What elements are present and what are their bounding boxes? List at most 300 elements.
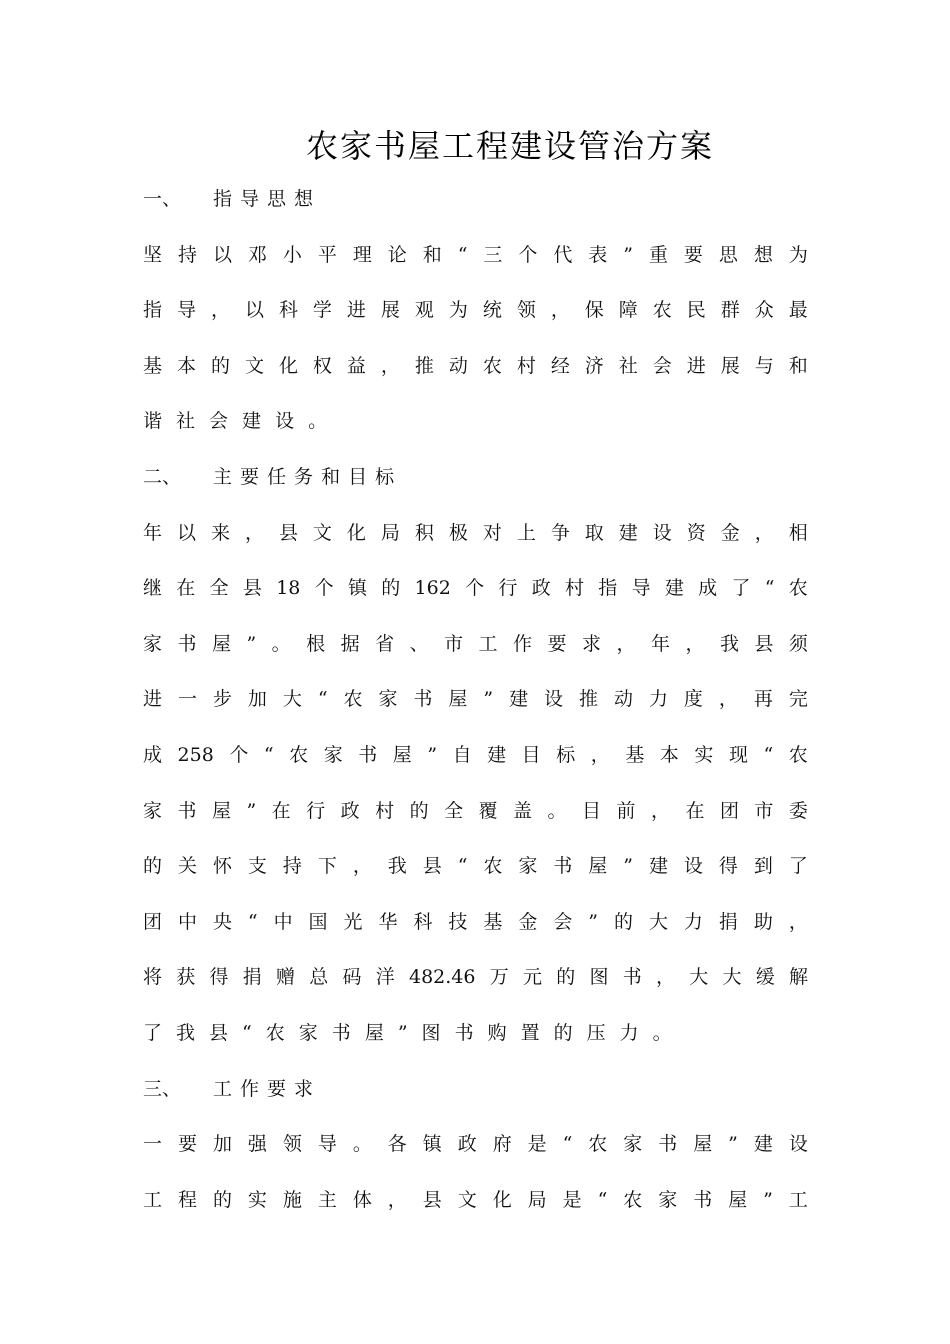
text-char: 大 <box>689 966 709 989</box>
text-char: 本 <box>659 743 679 766</box>
text-char: 农 <box>788 577 808 600</box>
text-char: 书 <box>358 743 378 766</box>
text-char: ， <box>380 354 400 377</box>
text-char: 施 <box>282 1188 302 1211</box>
text-char: 对 <box>482 521 502 544</box>
text-char: 经 <box>550 354 570 377</box>
text-char: 捐 <box>242 966 262 989</box>
body-line <box>143 506 808 562</box>
text-char: 将 <box>143 966 163 989</box>
text-char: 理 <box>352 243 372 266</box>
text-char: 设 <box>683 855 703 878</box>
text-char: 观 <box>414 299 434 322</box>
section-heading <box>143 1062 808 1118</box>
text-char: 镇 <box>347 577 367 600</box>
text-char: ， <box>788 910 808 933</box>
text-char: 基 <box>143 354 163 377</box>
text-char: “ <box>457 243 468 266</box>
text-char: 一 <box>143 1133 163 1156</box>
text-char: ， <box>718 688 738 711</box>
text-char: 本 <box>176 354 196 377</box>
text-char: 的 <box>143 855 163 878</box>
number-token: 258 <box>177 743 214 766</box>
text-char: 思 <box>718 243 738 266</box>
text-char: 国 <box>308 910 328 933</box>
text-char: ， <box>685 632 705 655</box>
text-char: 了 <box>731 577 751 600</box>
text-char: 助 <box>753 910 773 933</box>
text-char: 标 <box>556 743 576 766</box>
text-char: 金 <box>518 910 538 933</box>
text-char: 缓 <box>755 966 775 989</box>
text-char: ” <box>623 243 633 266</box>
text-char: 导 <box>176 299 196 322</box>
text-char: 工 <box>143 1188 163 1211</box>
text-char: 赠 <box>276 966 296 989</box>
text-char: 须 <box>788 632 808 655</box>
body-line <box>143 1117 808 1173</box>
text-char: 力 <box>619 1021 639 1044</box>
text-char: 争 <box>550 521 570 544</box>
text-char: 领 <box>516 299 536 322</box>
text-char: 在 <box>176 577 196 600</box>
text-char: 大 <box>282 688 302 711</box>
text-char: 极 <box>448 521 468 544</box>
text-char: 统 <box>482 299 502 322</box>
text-char: 书 <box>413 688 433 711</box>
text-char: 支 <box>247 855 267 878</box>
body-line <box>143 283 808 339</box>
text-char: 工 <box>788 1188 808 1211</box>
text-char: 为 <box>448 299 468 322</box>
body-line <box>143 339 808 395</box>
text-char: 行 <box>498 577 518 600</box>
text-char: 家 <box>143 632 163 655</box>
text-char: 农 <box>483 855 503 878</box>
text-char: 了 <box>143 1021 163 1044</box>
text-char: 要 <box>240 465 260 488</box>
text-char: 怀 <box>212 855 232 878</box>
text-char: 科 <box>413 910 433 933</box>
text-char: 会 <box>553 910 573 933</box>
text-char: 导 <box>317 1133 337 1156</box>
text-char: 社 <box>176 410 196 433</box>
number-token: 162 <box>414 577 451 600</box>
text-char: ” <box>623 855 633 878</box>
text-char: 与 <box>754 354 774 377</box>
text-char: 的 <box>212 1188 232 1211</box>
document-body <box>143 172 808 1228</box>
text-char: 了 <box>788 855 808 878</box>
text-char: 成 <box>143 743 163 766</box>
text-char: 完 <box>788 688 808 711</box>
text-char: 的 <box>613 910 633 933</box>
text-char: 程 <box>177 1188 197 1211</box>
text-char: 务 <box>294 465 314 488</box>
text-char: ” <box>588 910 599 933</box>
text-char: 目 <box>348 465 368 488</box>
text-char: 指 <box>143 299 163 322</box>
text-char: 光 <box>343 910 363 933</box>
text-char: 农 <box>482 354 502 377</box>
text-char: 农 <box>588 1133 608 1156</box>
body-line <box>143 895 808 951</box>
text-char: 县 <box>422 1188 442 1211</box>
text-char: 农 <box>343 688 363 711</box>
text-char: 济 <box>584 354 604 377</box>
text-char: 要 <box>177 1133 197 1156</box>
text-char: 取 <box>584 521 604 544</box>
text-char: 大 <box>648 910 668 933</box>
text-char: 农 <box>652 299 672 322</box>
text-char: ， <box>387 1188 407 1211</box>
text-char: 我 <box>176 1021 196 1044</box>
body-line <box>143 672 808 728</box>
body-line <box>143 617 808 673</box>
text-char: “ <box>597 1188 608 1211</box>
text-char: 设 <box>544 688 564 711</box>
text-char: 度 <box>683 688 703 711</box>
text-char: 书 <box>177 799 197 822</box>
text-char: 县 <box>209 1021 229 1044</box>
text-char: “ <box>763 743 774 766</box>
text-char: 家 <box>323 743 343 766</box>
text-char: 和 <box>422 243 442 266</box>
text-char: 屋 <box>588 855 608 878</box>
text-char: 中 <box>273 910 293 933</box>
text-char: 主 <box>317 1188 337 1211</box>
text-char: ” <box>246 632 257 655</box>
text-char: 设 <box>652 521 672 544</box>
text-char: 我 <box>719 632 739 655</box>
text-char: 动 <box>613 688 633 711</box>
text-char: 书 <box>693 1188 713 1211</box>
text-char: 建 <box>664 577 684 600</box>
text-char: 书 <box>177 632 197 655</box>
text-char: 来 <box>210 521 230 544</box>
text-char: 进 <box>686 354 706 377</box>
text-char: 书 <box>454 1021 474 1044</box>
text-char: 个 <box>518 243 538 266</box>
body-line <box>143 728 808 784</box>
text-char: 展 <box>380 299 400 322</box>
text-char: 屋 <box>392 743 412 766</box>
text-char: 标 <box>375 465 395 488</box>
text-char: 社 <box>618 354 638 377</box>
text-char: 建 <box>618 521 638 544</box>
text-char: 表 <box>588 243 608 266</box>
text-char: 码 <box>342 966 362 989</box>
text-char: 金 <box>720 521 740 544</box>
body-line <box>143 394 808 450</box>
text-char: 市 <box>754 799 774 822</box>
text-char: 建 <box>487 743 507 766</box>
text-char: 以 <box>212 243 232 266</box>
text-char: 政 <box>457 1133 477 1156</box>
section-heading <box>143 450 808 506</box>
text-char: 基 <box>483 910 503 933</box>
text-char: 农 <box>265 1021 285 1044</box>
text-char: 屋 <box>448 688 468 711</box>
text-char: ， <box>210 299 230 322</box>
text-char: 导 <box>631 577 651 600</box>
text-char: 自 <box>452 743 472 766</box>
text-char: “ <box>457 855 468 878</box>
text-char: 会 <box>652 354 672 377</box>
text-char: 解 <box>788 966 808 989</box>
text-char: 家 <box>658 1188 678 1211</box>
text-char: 设 <box>275 410 295 433</box>
text-char: 家 <box>623 1133 643 1156</box>
text-char: 农 <box>289 743 309 766</box>
text-char: 要 <box>547 632 567 655</box>
text-char: 局 <box>380 521 400 544</box>
text-char: 全 <box>209 577 229 600</box>
text-char: 目 <box>521 743 541 766</box>
text-char: 障 <box>618 299 638 322</box>
text-char: 万 <box>489 966 509 989</box>
text-char: 政 <box>340 799 360 822</box>
text-char: 行 <box>306 799 326 822</box>
text-char: “ <box>562 1133 573 1156</box>
text-char: 根 <box>306 632 326 655</box>
text-char: 化 <box>492 1188 512 1211</box>
text-char: 重 <box>648 243 668 266</box>
text-char: 覆 <box>478 799 498 822</box>
text-char: ” <box>397 1021 408 1044</box>
text-char: 建 <box>509 688 529 711</box>
text-char: 家 <box>378 688 398 711</box>
text-char: 捐 <box>718 910 738 933</box>
text-char: 化 <box>278 354 298 377</box>
text-char: 在 <box>271 799 291 822</box>
text-char: 步 <box>212 688 232 711</box>
text-char: 书 <box>622 966 642 989</box>
text-char: 民 <box>686 299 706 322</box>
text-char: 得 <box>718 855 738 878</box>
text-char: 任 <box>267 465 287 488</box>
text-char: ， <box>550 299 570 322</box>
text-char: ， <box>590 743 610 766</box>
text-char: ” <box>427 743 438 766</box>
number-token: 18 <box>276 577 301 600</box>
text-char: 获 <box>176 966 196 989</box>
text-char: 益 <box>346 354 366 377</box>
text-char: 邓 <box>247 243 267 266</box>
body-line <box>143 950 808 1006</box>
section-number: 一、 <box>143 188 182 210</box>
text-char: ， <box>244 521 264 544</box>
text-char: 到 <box>753 855 773 878</box>
text-char: 书 <box>331 1021 351 1044</box>
text-char: 论 <box>387 243 407 266</box>
text-char: 推 <box>414 354 434 377</box>
text-char: 屋 <box>211 799 231 822</box>
text-char: ” <box>246 799 257 822</box>
text-char: 村 <box>516 354 536 377</box>
text-char: 再 <box>753 688 773 711</box>
text-char: 团 <box>719 799 739 822</box>
text-char: 加 <box>212 1133 232 1156</box>
text-char: 书 <box>658 1133 678 1156</box>
text-char: 成 <box>698 577 718 600</box>
text-char: 。 <box>352 1133 372 1156</box>
text-char: ， <box>655 966 675 989</box>
text-char: 委 <box>788 799 808 822</box>
text-char: 总 <box>309 966 329 989</box>
text-char: “ <box>242 1021 252 1044</box>
text-char: 村 <box>564 577 584 600</box>
text-char: 家 <box>518 855 538 878</box>
text-char: 个 <box>314 577 334 600</box>
text-char: 积 <box>414 521 434 544</box>
text-char: 体 <box>352 1188 372 1211</box>
text-char: 领 <box>282 1133 302 1156</box>
text-char: 导 <box>240 188 260 210</box>
text-char: 农 <box>623 1188 643 1211</box>
text-char: 。 <box>271 632 291 655</box>
text-char: 团 <box>143 910 163 933</box>
text-char: 平 <box>317 243 337 266</box>
text-char: 文 <box>244 354 264 377</box>
text-char: 三 <box>483 243 503 266</box>
text-char: 继 <box>143 577 163 600</box>
section-heading <box>143 172 808 228</box>
section-number: 二、 <box>143 465 182 488</box>
text-char: 年 <box>143 521 163 544</box>
text-char: 屋 <box>364 1021 384 1044</box>
text-char: 相 <box>788 521 808 544</box>
text-char: 年 <box>650 632 670 655</box>
text-char: 家 <box>298 1021 318 1044</box>
number-token: 482.46 <box>409 966 476 989</box>
text-char: 主 <box>213 465 233 488</box>
text-char: 以 <box>176 521 196 544</box>
text-char: ” <box>728 1133 738 1156</box>
text-char: 洋 <box>375 966 395 989</box>
text-char: 设 <box>788 1133 808 1156</box>
section-number: 三、 <box>143 1077 182 1100</box>
text-char: 持 <box>177 243 197 266</box>
text-char: 建 <box>753 1133 773 1156</box>
text-char: 我 <box>387 855 407 878</box>
text-char: 进 <box>143 688 163 711</box>
body-line <box>143 784 808 840</box>
text-char: 书 <box>553 855 573 878</box>
text-char: 置 <box>520 1021 540 1044</box>
body-line <box>143 839 808 895</box>
text-char: 在 <box>685 799 705 822</box>
text-char: ” <box>763 1188 773 1211</box>
text-char: 政 <box>531 577 551 600</box>
text-char: 关 <box>177 855 197 878</box>
text-char: 强 <box>247 1133 267 1156</box>
text-char: 推 <box>579 688 599 711</box>
text-char: 想 <box>294 188 314 210</box>
body-line <box>143 1173 808 1229</box>
text-char: 作 <box>513 632 533 655</box>
text-char: 众 <box>754 299 774 322</box>
text-char: 文 <box>312 521 332 544</box>
text-char: 局 <box>527 1188 547 1211</box>
text-char: 家 <box>143 799 163 822</box>
text-char: 一 <box>177 688 197 711</box>
body-line <box>143 1006 808 1062</box>
text-char: 想 <box>753 243 773 266</box>
text-char: 资 <box>686 521 706 544</box>
text-char: 农 <box>788 743 808 766</box>
text-char: 县 <box>754 632 774 655</box>
text-char: 文 <box>457 1188 477 1211</box>
text-char: 。 <box>547 799 567 822</box>
text-char: 的 <box>210 354 230 377</box>
text-char: “ <box>317 688 328 711</box>
text-char: 购 <box>487 1021 507 1044</box>
text-char: 群 <box>720 299 740 322</box>
text-char: 下 <box>317 855 337 878</box>
text-char: 为 <box>788 243 808 266</box>
text-char: 村 <box>375 799 395 822</box>
text-char: 和 <box>321 465 341 488</box>
document-title: 农家书屋工程建设管治方案 <box>305 127 714 165</box>
text-char: 小 <box>282 243 302 266</box>
text-char: “ <box>247 910 258 933</box>
text-char: 学 <box>312 299 332 322</box>
text-char: 盖 <box>513 799 533 822</box>
text-char: 上 <box>516 521 536 544</box>
text-char: 是 <box>562 1188 582 1211</box>
text-char: 元 <box>522 966 542 989</box>
text-char: 华 <box>378 910 398 933</box>
text-char: 。 <box>652 1021 672 1044</box>
text-char: 工 <box>213 1077 233 1100</box>
text-char: 坚 <box>143 243 163 266</box>
text-char: 个 <box>465 577 485 600</box>
text-char: 。 <box>308 410 328 433</box>
text-char: 屋 <box>728 1188 748 1211</box>
text-char: 作 <box>240 1077 260 1100</box>
text-char: 持 <box>282 855 302 878</box>
text-char: 的 <box>553 1021 573 1044</box>
text-char: 实 <box>247 1188 267 1211</box>
text-char: 图 <box>589 966 609 989</box>
text-char: 化 <box>346 521 366 544</box>
text-char: 的 <box>556 966 576 989</box>
text-char: 指 <box>213 188 233 210</box>
text-char: 屋 <box>211 632 231 655</box>
text-char: 现 <box>728 743 748 766</box>
text-char: 建 <box>242 410 262 433</box>
text-char: 县 <box>422 855 442 878</box>
text-char: 实 <box>694 743 714 766</box>
text-char: 科 <box>278 299 298 322</box>
text-char: 镇 <box>422 1133 442 1156</box>
text-char: 力 <box>683 910 703 933</box>
text-char: 要 <box>267 1077 287 1100</box>
text-char: 最 <box>788 299 808 322</box>
text-char: 全 <box>444 799 464 822</box>
body-line <box>143 228 808 284</box>
text-char: 谐 <box>143 410 163 433</box>
text-char: 以 <box>244 299 264 322</box>
text-char: 前 <box>616 799 636 822</box>
text-char: 展 <box>720 354 740 377</box>
text-char: 动 <box>448 354 468 377</box>
text-char: 屋 <box>693 1133 713 1156</box>
text-char: 建 <box>648 855 668 878</box>
text-char: ” <box>483 688 494 711</box>
text-char: 大 <box>722 966 742 989</box>
